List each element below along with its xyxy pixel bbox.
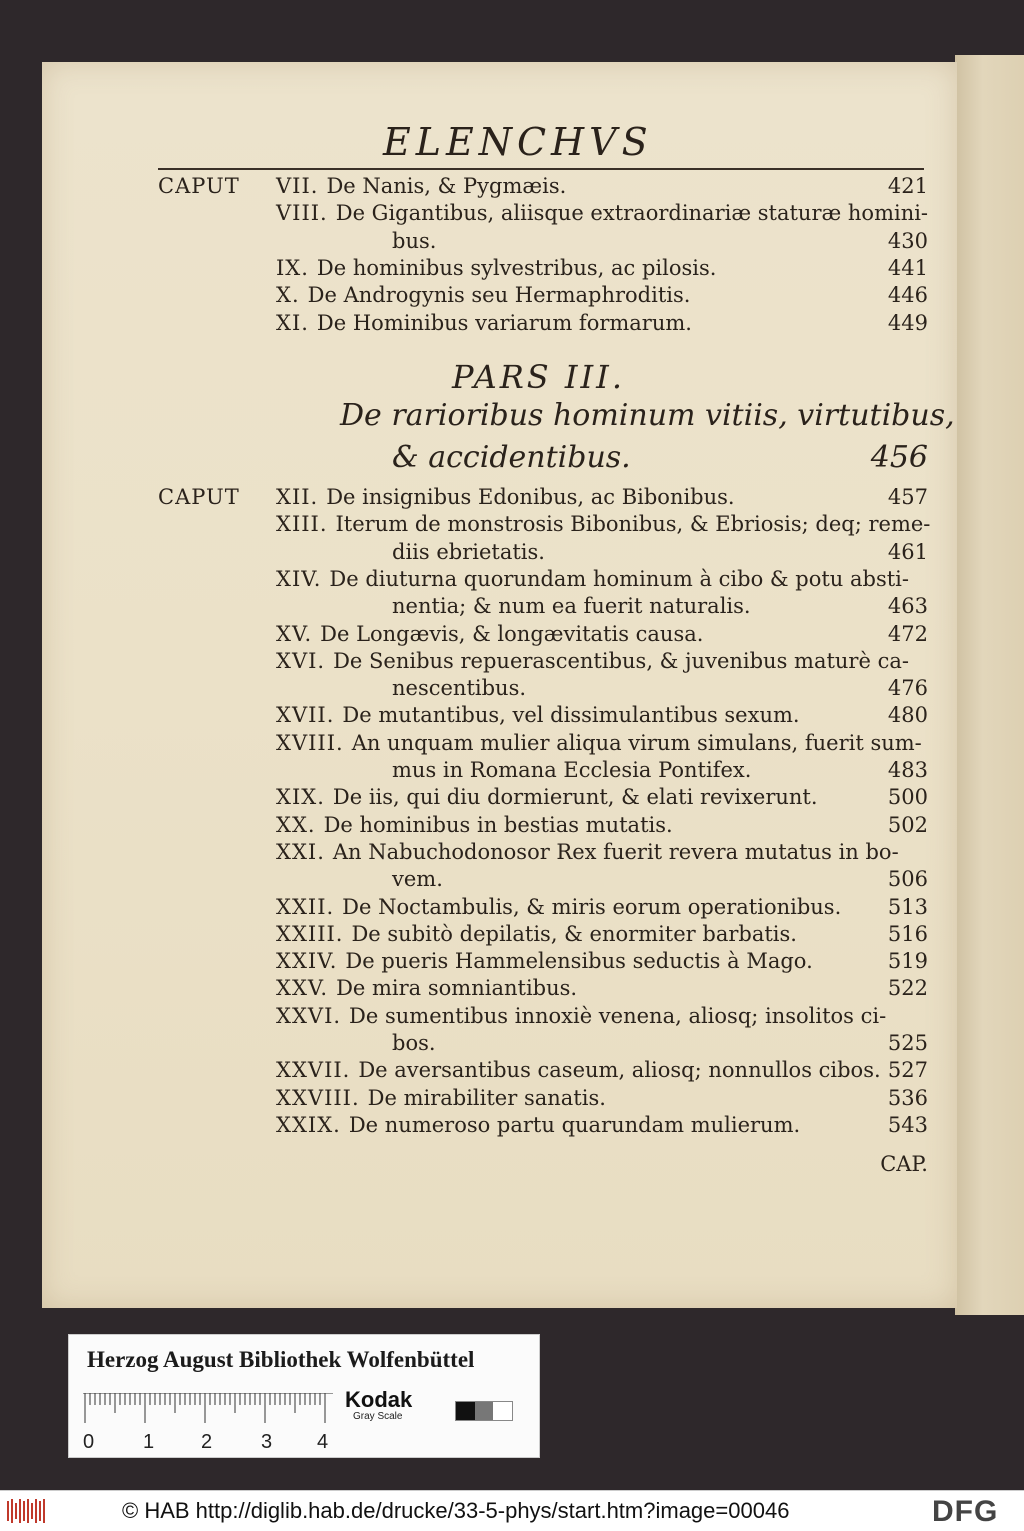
chapter-title-line: De mirabiliter sanatis.: [367, 1085, 606, 1110]
page-number: 483: [887, 758, 928, 782]
page-number: 543: [887, 1112, 928, 1137]
page-number: 421: [887, 174, 928, 198]
footer-citation[interactable]: © HAB http://diglib.hab.de/drucke/33-5-phys/start.htm?image=00046: [122, 1498, 790, 1523]
chapter-number: X.: [276, 283, 300, 308]
chapter-number: XXIX.: [276, 1112, 341, 1137]
chapter-title-line: De numeroso partu quarundam mulierum.: [348, 1112, 801, 1137]
facing-page-edge: [955, 55, 1024, 1315]
page-number: 461: [887, 539, 928, 564]
chapter-title-line: bus.: [392, 228, 437, 253]
page-number: 513: [887, 894, 928, 919]
chapter-number: VII.: [276, 174, 319, 198]
chapter-title-line: De Nanis, & Pygmæis.: [326, 174, 567, 198]
ruler-label: 3: [261, 1431, 273, 1453]
chapter-title-line: De Hominibus variarum formarum.: [316, 310, 692, 335]
chapter-number: XXVIII.: [276, 1085, 360, 1110]
chapter-number: XIII.: [276, 512, 328, 537]
ruler-label: 2: [201, 1431, 213, 1453]
page-number: 472: [887, 621, 928, 646]
chapter-number: XXI.: [276, 839, 325, 864]
gray-patches: [455, 1401, 513, 1421]
chapter-number: VIII.: [276, 201, 328, 226]
footer-bar: [0, 1490, 1024, 1531]
pars-subtitle-line1: De rarioribus hominum vitiis, virtutibus,: [340, 398, 955, 433]
page-number: 476: [887, 676, 928, 701]
chapter-title-line: De sumentibus innoxiè venena, aliosq; insolitos ci-: [349, 1003, 887, 1028]
head-rule: [158, 168, 924, 170]
page-number: 522: [887, 976, 928, 1001]
chapter-title-line: De hominibus in bestias mutatis.: [323, 812, 673, 837]
chapter-title-line: diis ebrietatis.: [392, 539, 545, 564]
chapter-number: XXIV.: [276, 949, 338, 974]
chapter-title-line: nentia; & num ea fuerit naturalis.: [392, 594, 751, 619]
chapter-number: XIX.: [276, 785, 325, 810]
chapter-number: XVIII.: [276, 730, 344, 755]
card-title: Herzog August Bibliothek Wolfenbüttel: [87, 1347, 475, 1372]
chapter-number: XVII.: [276, 703, 335, 728]
gray-scale-label: Gray Scale: [353, 1411, 403, 1422]
ruler-label: 4: [317, 1431, 329, 1453]
chapter-title-line: An Nabuchodonosor Rex fuerit revera mutatus in bo-: [332, 839, 899, 864]
chapter-number: IX.: [276, 255, 309, 280]
pars-title: PARS III.: [452, 358, 625, 396]
chapter-number: XVI.: [276, 648, 326, 673]
chapter-title-line: De Noctambulis, & miris eorum operationibus.: [342, 894, 842, 919]
page-number: 527: [887, 1058, 928, 1083]
page-number: 446: [887, 283, 928, 308]
chapter-title-line: De insignibus Edonibus, ac Bibonibus.: [326, 485, 735, 509]
catchword: CAP.: [880, 1152, 928, 1176]
chapter-title-line: Iterum de monstrosis Bibonibus, & Ebriosis; deq; reme-: [335, 512, 931, 537]
chapter-title-line: De aversantibus caseum, aliosq; nonnullos cibos.: [358, 1058, 881, 1083]
chapter-number: XXII.: [276, 894, 335, 919]
chapter-title-line: De iis, qui diu dormierunt, & elati revixerunt.: [332, 785, 818, 810]
ruler-scale: [83, 1393, 333, 1433]
chapter-title-line: De mira somniantibus.: [336, 976, 578, 1001]
page-number: 525: [887, 1031, 928, 1055]
chapter-title-line: De Longævis, & longævitatis causa.: [320, 621, 704, 646]
ruler-label: 1: [143, 1431, 155, 1453]
chapter-title-line: vem.: [392, 867, 443, 892]
chapter-title-line: De mutantibus, vel dissimulantibus sexum.: [342, 703, 800, 728]
running-head: ELENCHVS: [383, 120, 653, 164]
page-number: 516: [887, 921, 928, 946]
chapter-number: XXV.: [276, 976, 329, 1001]
chapter-title-line: nescentibus.: [392, 676, 527, 701]
chapter-title-line: An unquam mulier aliqua virum simulans, fuerit sum-: [351, 730, 922, 755]
chapter-title-line: De diuturna quorundam hominum à cibo & potu absti-: [329, 566, 909, 591]
kodak-logo: Kodak: [345, 1387, 413, 1412]
chapter-title-line: mus in Romana Ecclesia Pontifex.: [392, 758, 752, 782]
chapter-title-line: De Gigantibus, aliisque extraordinariæ staturæ homini-: [335, 201, 929, 226]
page-number: 480: [887, 703, 928, 728]
page-number: 430: [887, 228, 928, 253]
barcode-icon: [6, 1497, 50, 1525]
page-number: 500: [887, 785, 928, 810]
chapter-number: XXVI.: [276, 1003, 342, 1028]
chapter-title-line: De hominibus sylvestribus, ac pilosis.: [316, 255, 717, 280]
dfg-logo: DFG: [932, 1495, 999, 1528]
page-number: 463: [887, 594, 928, 619]
chapter-number: XII.: [276, 485, 319, 509]
chapter-number: XI.: [276, 310, 309, 335]
chapter-number: XXVII.: [276, 1058, 351, 1083]
caput-label: CAPUT: [158, 485, 240, 509]
color-card: [68, 1334, 540, 1458]
page-number: 449: [887, 310, 928, 335]
chapter-number: XXIII.: [276, 921, 344, 946]
pars-page-number: 456: [870, 440, 928, 475]
chapter-title-line: De pueris Hammelensibus seductis à Mago.: [345, 949, 813, 974]
chapter-number: XIV.: [276, 566, 322, 591]
chapter-title-line: De Senibus repuerascentibus, & juvenibus maturè ca-: [333, 648, 909, 673]
chapter-number: XX.: [276, 812, 316, 837]
chapter-title-line: De subitò depilatis, & enormiter barbatis.: [351, 921, 797, 946]
chapter-title-line: bos.: [392, 1031, 436, 1055]
ruler-label: 0: [83, 1431, 95, 1453]
page-number: 536: [887, 1085, 928, 1110]
page-number: 519: [887, 949, 928, 974]
page-number: 441: [887, 255, 928, 280]
chapter-title-line: De Androgynis seu Hermaphroditis.: [307, 283, 691, 308]
page-number: 502: [887, 812, 928, 837]
caput-label: CAPUT: [158, 174, 240, 198]
chapter-number: XV.: [276, 621, 313, 646]
page-number: 506: [887, 867, 928, 892]
pars-subtitle-line2: & accidentibus.: [392, 440, 631, 475]
page-number: 457: [887, 485, 928, 509]
